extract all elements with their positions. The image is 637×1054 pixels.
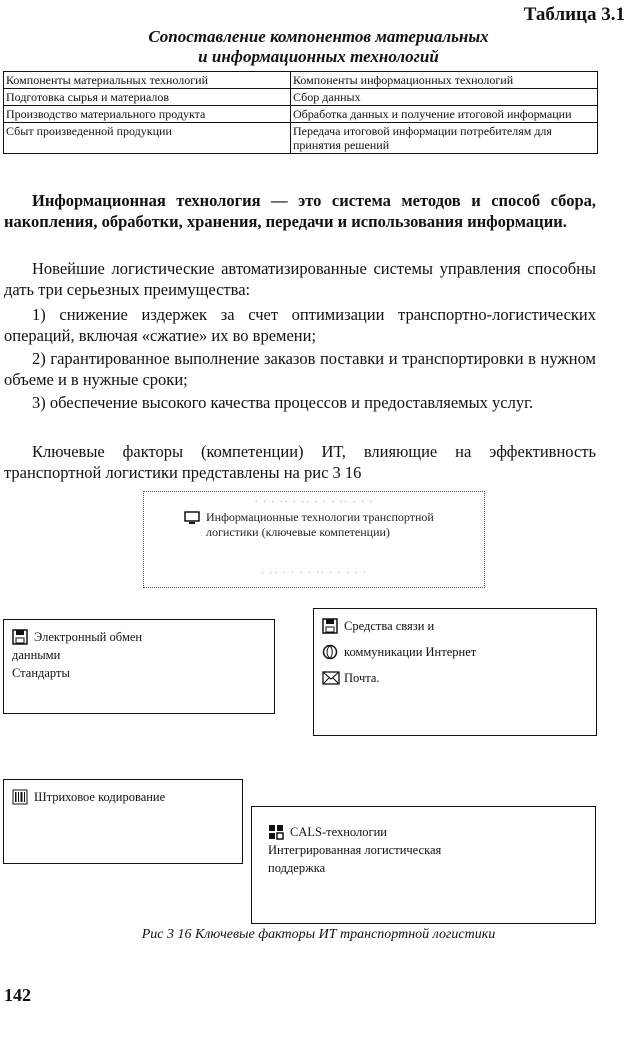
computer-icon (184, 510, 200, 526)
intro-paragraph: Новейшие логистические автоматизированные системы управления способны дать три серьезных преимущества: (4, 259, 596, 299)
factors-paragraph: Ключевые факторы (компетенции) ИТ, влияющие на эффективность транспортной логистики представлены на рис 3 16 (4, 442, 596, 482)
comm-line2: коммуникации Интернет (344, 645, 477, 659)
table-cell: Подготовка сырья и материалов (4, 89, 291, 106)
table-title-line2: и информационных технологий (198, 47, 439, 66)
table-row (4, 106, 598, 123)
comparison-table (3, 71, 598, 154)
edi-line3: Стандарты (12, 666, 70, 680)
edi-line2: данными (12, 648, 61, 662)
figure-caption: Рис 3 16 Ключевые факторы ИТ транспортной логистики (141, 927, 496, 942)
barcode-line1: Штриховое кодирование (34, 790, 166, 804)
edi-line1: Электронный обмен (34, 630, 143, 644)
table-cell: Сбыт произведенной продукции (4, 123, 291, 154)
comm-line1: Средства связи и (344, 619, 435, 633)
cals-line3: поддержка (268, 861, 326, 875)
comm-line3: Почта. (344, 671, 380, 685)
cals-line1: CALS-технологии (290, 825, 387, 839)
table-cell: Сбор данных (291, 89, 598, 106)
floppy-disk-icon (322, 618, 338, 634)
page-number: 142 (4, 985, 31, 1005)
advantage-item-1: 1) снижение издержек за счет оптимизации транспортно-логистических операций, включая «сжатие» их во времени; (4, 305, 596, 345)
table-header-row (4, 72, 598, 89)
definition-paragraph: Информационная технология — это система методов и способ сбора, накопления, обработки, хранения, передачи и использования информации. (4, 191, 596, 231)
table-label: Таблица 3.1 (523, 4, 625, 25)
central-node: · · · ·· · ·· · · · ·· · · · Информационные технологии транспортной логистики (ключевые компетенции) · ·· · · · · ·· · · · · · (143, 491, 485, 588)
table-row (4, 123, 598, 154)
table-cell: Передача итоговой информации потребителям для принятия решений (291, 123, 598, 154)
grid-icon (268, 824, 284, 840)
table-title-line1: Сопоставление компонентов материальных (148, 27, 489, 46)
table-header-cell: Компоненты информационных технологий (291, 72, 598, 89)
barcode-icon (12, 789, 28, 805)
cals-line2: Интегрированная логистическая (268, 843, 442, 857)
globe-icon (322, 644, 338, 660)
floppy-disk-icon (12, 629, 28, 645)
advantage-item-3: 3) обеспечение высокого качества процессов и предоставляемых услуг. (32, 393, 534, 412)
factor-box-cals (251, 806, 596, 924)
advantage-item-2: 2) гарантированное выполнение заказов поставки и транспортировки в нужном объеме и в нужные сроки; (4, 349, 596, 389)
factor-box-communications (313, 608, 597, 736)
factor-box-barcode (3, 779, 243, 864)
table-row (4, 89, 598, 106)
table-cell: Производство материального продукта (4, 106, 291, 123)
table-header-cell: Компоненты материальных технологий (4, 72, 291, 89)
factor-box-edi (3, 619, 275, 714)
table-cell: Обработка данных и получение итоговой информации (291, 106, 598, 123)
envelope-icon (322, 670, 338, 686)
central-node-label: Информационные технологии транспортной логистики (ключевые компетенции) (206, 510, 434, 539)
